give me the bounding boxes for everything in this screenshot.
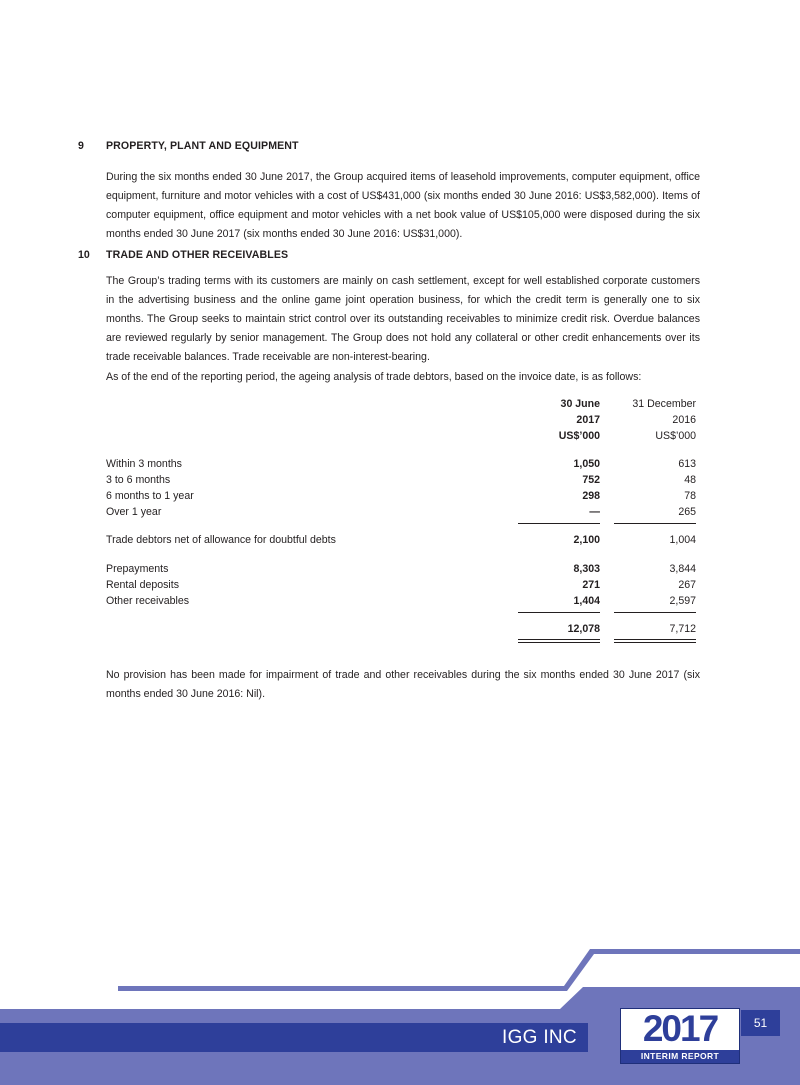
total-2016: 7,712 (600, 621, 696, 637)
table-row (106, 488, 696, 504)
receivables-ageing-table (106, 396, 696, 637)
table-header-row (106, 396, 696, 412)
section-10-number: 10 (78, 249, 90, 261)
header-2016-unit: US$’000 (655, 430, 696, 443)
table-row (106, 561, 696, 577)
header-2017-unit: US$’000 (558, 430, 600, 443)
row-label: Within 3 months (106, 457, 182, 470)
header-2017-year: 2017 (576, 414, 600, 427)
value-2017: 271 (582, 578, 600, 591)
value-2016: 78 (684, 490, 696, 503)
section-10-title: TRADE AND OTHER RECEIVABLES (106, 249, 289, 261)
row-label: Other receivables (106, 595, 190, 608)
row-label: 3 to 6 months (106, 473, 171, 486)
section-9-number: 9 (78, 140, 84, 152)
header-2017-period: 30 June (560, 398, 600, 410)
row-label: Prepayments (106, 562, 169, 575)
page-number: 51 (741, 1010, 780, 1036)
value-2017: 8,303 (573, 562, 600, 575)
value-2017: 1,050 (573, 457, 600, 470)
company-name: IGG INC (502, 1027, 577, 1048)
header-2016-year: 2016 (672, 414, 696, 427)
value-2017: 1,404 (502, 593, 600, 609)
logo-year: 2017 (642, 1008, 718, 1049)
footer-accent-stripe (118, 940, 800, 991)
value-2016: 2,597 (600, 593, 696, 609)
total-2017: 12,078 (502, 621, 600, 637)
table-row-total (106, 621, 696, 637)
value-2016: 613 (678, 457, 696, 470)
row-label: Trade debtors net of allowance for doubtful debts (106, 534, 336, 547)
value-2016: 1,004 (669, 534, 696, 547)
section-10-paragraph-credit-terms: The Group’s trading terms with its customers are mainly on cash settlement, except for well established corporate customers in the advertising business and the online game joint operation business, for which the credit term is generally one to six months. The Group seeks to maintain strict control over its outstanding receivables to minimize credit risk. Overdue balances are reviewed regularly by senior management. The Group does not hold any collateral or other credit enhancements over its trade receivable balances. Trade receivable are non-interest-bearing. (106, 275, 700, 363)
table-row (106, 593, 696, 609)
value-2016: 3,844 (669, 562, 696, 575)
table-row-net-trade-debtors (106, 532, 696, 548)
value-2017: 2,100 (573, 534, 600, 547)
value-2016: 267 (678, 578, 696, 591)
table-row (106, 456, 696, 472)
value-2017: — (502, 504, 600, 520)
section-10-paragraph-impairment: No provision has been made for impairment of trade and other receivables during the six months ended 30 June 2017 (six months ended 30 June 2016: Nil). (106, 669, 700, 700)
table-row (106, 577, 696, 593)
row-label: Over 1 year (106, 506, 162, 519)
value-2016: 48 (684, 473, 696, 486)
section-9-paragraph: During the six months ended 30 June 2017, the Group acquired items of leasehold improvements, computer equipment, office equipment, furniture and motor vehicles with a cost of US$431,000 (six months ended 30 June 2016: US$3,582,000). Items of computer equipment, office equipment and motor vehicles with a net book value of US$105,000 were disposed during the six months ended 30 June 2017 (six months ended 30 June 2016: US$31,000). (106, 171, 700, 240)
table-header-row (106, 428, 696, 444)
value-2017: 752 (582, 473, 600, 486)
table-header-row (106, 412, 696, 428)
row-label: 6 months to 1 year (106, 490, 194, 503)
table-row (106, 504, 696, 520)
logo-subtitle: INTERIM REPORT (621, 1050, 739, 1063)
value-2016: 265 (600, 504, 696, 520)
interim-report-logo (620, 1008, 740, 1064)
footer-company-bar (0, 1023, 588, 1052)
header-2016-period: 31 December (632, 398, 696, 410)
row-label: Rental deposits (106, 578, 180, 591)
section-9-title: PROPERTY, PLANT AND EQUIPMENT (106, 140, 299, 152)
value-2017: 298 (582, 490, 600, 503)
section-10-paragraph-ageing-intro: As of the end of the reporting period, the ageing analysis of trade debtors, based on the invoice date, is as follows: (106, 371, 642, 383)
table-row (106, 472, 696, 488)
